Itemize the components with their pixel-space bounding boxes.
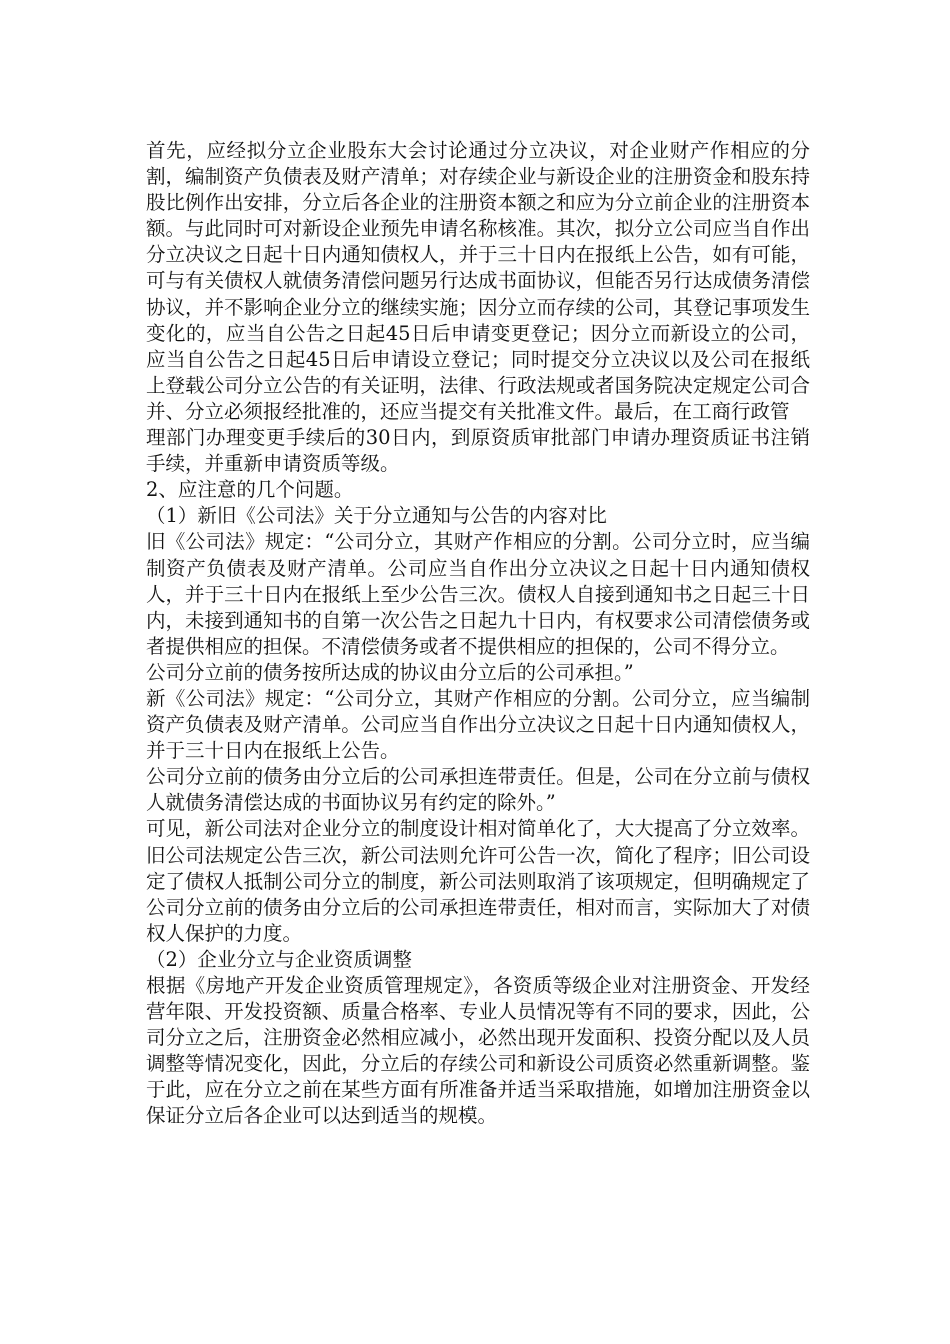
paragraph-division-procedure: 首先，应经拟分立企业股东大会讨论通过分立决议，对企业财产作相应的分割，编制资产负债表及财产清单；对存续企业与新设企业的注册资金和股东持股比例作出安排，分立后各企业的注册资本额之和应为分立前企业的注册资本额。与此同时可对新设企业预先申请名称核准。其次，拟分立公司应当自作出分立决议之日起十日内通知债权人，并于三十日内在报纸上公告，如有可能，可与有关债权人就债务清偿问题另行达成书面协议，但能否另行达成债务清偿协议，并不影响企业分立的继续实施；因分立而存续的公司，其登记事项发生变化的，应当自公告之日起45日后申请变更登记；因分立而新设立的公司，应当自公告之日起45日后申请设立登记；同时提交分立决议以及公司在报纸上登载公司分立公告的有关证明，法律、行政法规或者国务院决定规定公司合并、分立必须报经批准的，还应当提交有关批准文件。最后，在工商行政管 bbox=[146, 139, 810, 423]
paragraph-new-company-law: 新《公司法》规定：“公司分立，其财产作相应的分割。公司分立，应当编制资产负债表及财产清单。公司应当自作出分立决议之日起十日内通知债权人，并于三十日内在报纸上公告。 bbox=[146, 686, 810, 763]
section-heading-issues: 2、应注意的几个问题。 bbox=[146, 478, 354, 502]
subheading-law-comparison: （1）新旧《公司法》关于分立通知与公告的内容对比 bbox=[146, 504, 607, 528]
paragraph-new-law-debts: 公司分立前的债务由分立后的公司承担连带责任。但是，公司在分立前与债权人就债务清偿达成的书面协议另有约定的除外。” bbox=[146, 765, 810, 815]
subheading-qualification-adjustment: （2）企业分立与企业资质调整 bbox=[146, 947, 412, 971]
paragraph-qualification-cancellation: 理部门办理变更手续后的30日内，到原资质审批部门申请办理资质证书注销手续，并重新申请资质等级。 bbox=[146, 426, 810, 476]
paragraph-analysis: 可见，新公司法对企业分立的制度设计相对简单化了，大大提高了分立效率。旧公司法规定公告三次，新公司法则允许可公告一次，简化了程序；旧公司设定了债权人抵制公司分立的制度，新公司法则取消了该项规定，但明确规定了公司分立前的债务由分立后的公司承担连带责任，相对而言，实际加大了对债权人保护的力度。 bbox=[146, 817, 810, 945]
paragraph-old-company-law: 旧《公司法》规定：“公司分立，其财产作相应的分割。公司分立时，应当编制资产负债表及财产清单。公司应当自作出分立决议之日起十日内通知债权人，并于三十日内在报纸上至少公告三次。债权人自接到通知书之日起三十日内，未接到通知书的自第一次公告之日起九十日内，有权要求公司清偿债务或者提供相应的担保。不清偿债务或者不提供相应的担保的，公司不得分立。 bbox=[146, 530, 810, 658]
paragraph-qualification-rules: 根据《房地产开发企业资质管理规定》，各资质等级企业对注册资金、开发经营年限、开发投资额、质量合格率、专业人员情况等有不同的要求，因此，公司分立之后，注册资金必然相应减小，必然出现开发面积、投资分配以及人员调整等情况变化，因此，分立后的存续公司和新设公司质资必然重新调整。鉴于此，应在分立之前在某些方面有所准备并适当采取措施，如增加注册资金以保证分立后各企业可以达到适当的规模。 bbox=[146, 974, 810, 1128]
document-body bbox=[146, 138, 810, 1130]
paragraph-old-law-debts: 公司分立前的债务按所达成的协议由分立后的公司承担。” bbox=[146, 660, 634, 684]
